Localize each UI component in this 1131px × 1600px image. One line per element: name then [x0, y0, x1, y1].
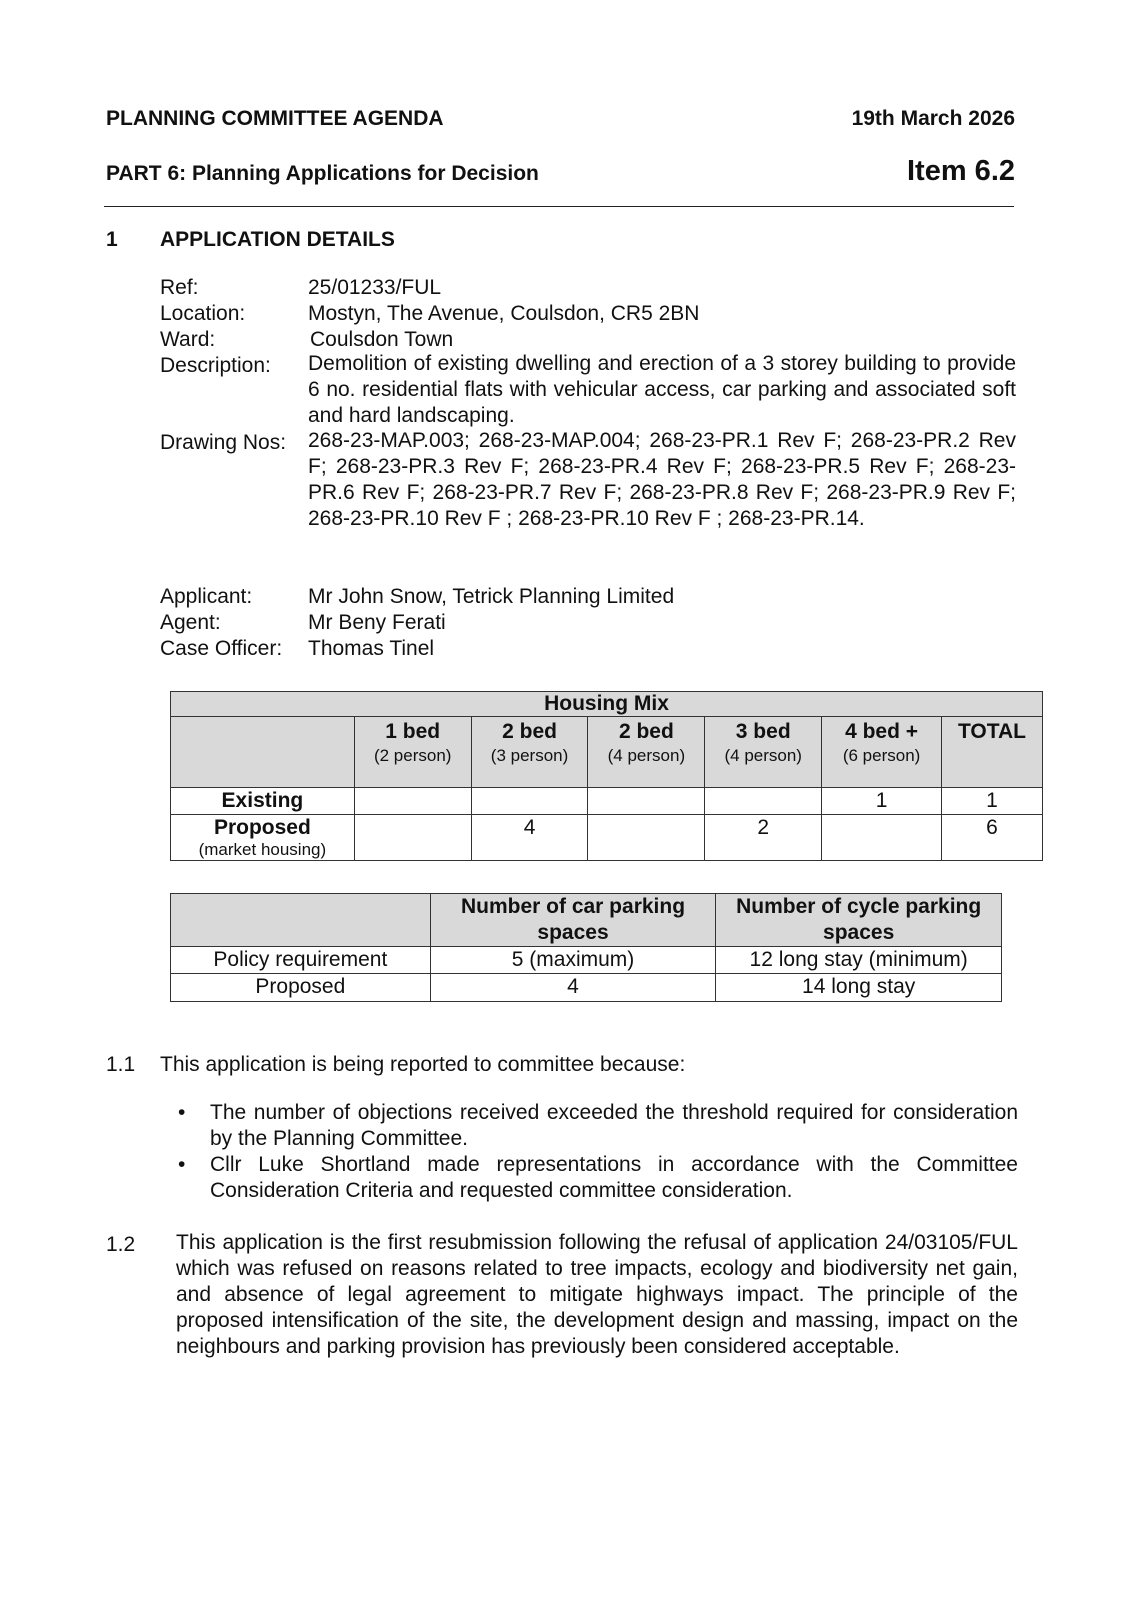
- applicant-label: Applicant:: [160, 585, 253, 608]
- col-beds: 1 bed: [385, 720, 441, 743]
- header-divider: [104, 206, 1014, 207]
- car-value: 4: [430, 974, 716, 1002]
- parking-header-row: [171, 894, 1002, 947]
- location-value: Mostyn, The Avenue, Coulsdon, CR5 2BN: [308, 302, 700, 325]
- table-cell: [588, 788, 705, 815]
- applicant-value: Mr John Snow, Tetrick Planning Limited: [308, 585, 675, 608]
- cycle-parking-header: Number of cycle parking spaces: [736, 895, 982, 944]
- col-persons: (2 person): [373, 746, 452, 765]
- col-persons: (6 person): [842, 746, 921, 765]
- location-label: Location:: [160, 302, 246, 325]
- col-header-total: [942, 717, 1043, 788]
- row-label: Existing: [221, 789, 304, 812]
- agent-label: Agent:: [160, 611, 221, 634]
- row-total: 1: [942, 788, 1043, 815]
- header-blank-cell: [171, 894, 431, 947]
- parking-table: [170, 893, 1002, 1002]
- ward-label: Ward:: [160, 328, 216, 351]
- cycle-value: 14 long stay: [716, 974, 1002, 1002]
- meeting-date: 19th March 2026: [851, 107, 1015, 130]
- table-cell: 1: [822, 788, 942, 815]
- table-cell: [588, 815, 705, 861]
- table-cell: [705, 788, 822, 815]
- housing-mix-table: [170, 691, 1043, 861]
- ward-value: Coulsdon Town: [310, 328, 454, 351]
- col-beds: 3 bed: [735, 720, 791, 743]
- header-blank-cell: [171, 717, 355, 788]
- para-1-1-bullets: [178, 1100, 1018, 1204]
- table-cell: 2: [705, 815, 822, 861]
- item-number: Item 6.2: [907, 155, 1015, 187]
- description-value: Demolition of existing dwelling and erection of a 3 storey building to provide 6 no. residential flats with vehicular access, car parking and associated soft and hard landscaping.: [308, 352, 1016, 427]
- car-value: 5 (maximum): [430, 947, 716, 974]
- row-label: Proposed: [213, 816, 311, 839]
- agent-value: Mr Beny Ferati: [308, 611, 446, 634]
- car-parking-header: Number of car parking spaces: [460, 895, 686, 944]
- description-label: Description:: [160, 354, 271, 377]
- col-beds: 2 bed: [502, 720, 557, 743]
- col-header: [354, 717, 471, 788]
- table-cell: [354, 788, 471, 815]
- drawing-nos-value: 268-23-MAP.003; 268-23-MAP.004; 268-23-PR.1 Rev F; 268-23-PR.2 Rev F; 268-23-PR.3 Rev F; 268-23-PR.4 Rev F; 268-23-PR.5 Rev F; 268-23-PR.6 Rev F; 268-23-PR.7 Rev F; 268-23-PR.8 Rev F; 268-23-PR.9 Rev F; 268-23-PR.10 Rev F ; 268-23-PR.10 Rev F ; 268-23-PR.14.: [308, 429, 1016, 530]
- agenda-title: PLANNING COMMITTEE AGENDA: [106, 107, 444, 130]
- row-label: Proposed: [171, 974, 431, 1002]
- ref-label: Ref:: [160, 276, 199, 299]
- para-1-1-intro: This application is being reported to committee because:: [160, 1053, 686, 1076]
- bullet-icon: •: [178, 1101, 186, 1124]
- bullet-text: Cllr Luke Shortland made representations in accordance with the Committee Consideration Criteria and requested committee consideration.: [210, 1153, 1018, 1202]
- cycle-value: 12 long stay (minimum): [716, 947, 1002, 974]
- para-1-1-number: 1.1: [106, 1053, 136, 1076]
- row-label: Policy requirement: [171, 947, 431, 974]
- housing-mix-header-row: [171, 717, 1043, 788]
- case-officer-value: Thomas Tinel: [308, 637, 435, 660]
- bullet-icon: •: [178, 1153, 186, 1176]
- col-beds: 4 bed +: [845, 720, 919, 743]
- table-cell: [822, 815, 942, 861]
- row-sublabel: (market housing): [198, 840, 327, 859]
- section-title: APPLICATION DETAILS: [160, 228, 395, 251]
- drawing-nos-label: Drawing Nos:: [160, 431, 287, 454]
- table-row: [171, 788, 1043, 815]
- table-cell: [471, 788, 588, 815]
- total-label: TOTAL: [957, 720, 1027, 743]
- col-header: [471, 717, 588, 788]
- ref-value: 25/01233/FUL: [308, 276, 442, 299]
- table-row: [171, 947, 1002, 974]
- para-1-2-number: 1.2: [106, 1233, 136, 1256]
- case-officer-label: Case Officer:: [160, 637, 283, 660]
- col-header: [822, 717, 942, 788]
- para-1-2-text: This application is the first resubmission following the refusal of application 24/03105/FUL which was refused on reasons related to tree impacts, ecology and biodiversity net gain, and absence of legal agreement to mitigate highways impact. The principle of the proposed intensification of the site, the development design and massing, impact on the neighbours and parking provision has previously been considered acceptable.: [176, 1231, 1018, 1358]
- table-row: [171, 815, 1043, 861]
- col-persons: (3 person): [490, 746, 569, 765]
- col-beds: 2 bed: [618, 720, 674, 743]
- row-total: 6: [942, 815, 1043, 861]
- col-header: [705, 717, 822, 788]
- section-number: 1: [106, 228, 118, 251]
- table-row: [171, 974, 1002, 1002]
- col-header: [588, 717, 705, 788]
- col-persons: (4 person): [607, 746, 686, 765]
- list-item: [178, 1100, 1018, 1152]
- table-cell: 4: [471, 815, 588, 861]
- bullet-text: The number of objections received exceeded the threshold required for consideration by the Planning Committee.: [210, 1101, 1018, 1150]
- part-title: PART 6: Planning Applications for Decision: [106, 162, 539, 185]
- list-item: [178, 1152, 1018, 1204]
- housing-mix-title-row: [171, 692, 1043, 717]
- table-cell: [354, 815, 471, 861]
- housing-mix-title: Housing Mix: [544, 692, 669, 715]
- col-persons: (4 person): [724, 746, 802, 765]
